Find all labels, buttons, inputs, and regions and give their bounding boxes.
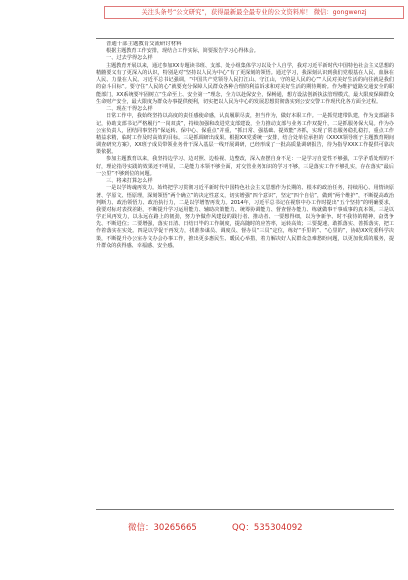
section-paragraph: 参加主题教育以来，我坚持边学习、边对照、边检视、边整改，深入查摆自身不足：一是学习自觉性不够强，工学矛盾处理的不好，理论指导实践的效果还不明显，二是能力本领不够全面，对交管业务知识的学习不够，三是落实工作不够扎实，存在落实“最后一公里”不够到位的问题。 [96,156,394,177]
footer-qq: QQ：535304092 [232,523,303,533]
section-paragraph: 主题教育开展以来，通过参加XX专题读书班、支部、处小组集体学习以及个人自学，我对习近平新时代中国特色社会主义思想的精髓要义有了更深入的认识，特别是对“坚持以人民为中心”有了更深刻的领悟。通过学习，我深刻认识到我们党根基在人民、血脉在人民、力量在人民。习近平总书记强调，“中国共产党领导人民打江山、守江山，守的是人民的心”“人民对美好生活的向往就是我们的奋斗目标”。要守住“人民的心”就要充分保障人民群众各种合理的利益诉求和对美好生活的期待期盼。作为维护道路交通安全的职能部门，XX系统要牢固树立“生命至上、安全第一”理念，全力以赴保安全，保畅通，想方设法创新执法管理模式，最大限度保障群众生命财产安全，最大限度为群众办事提供便利，切实把以人民为中心的发展思想贯彻落实到公安交警工作现代化各方面全过程。 [96,62,394,105]
section-heading: 二、现在干得怎么样 [106,105,153,112]
document-intro: 根据主题教育工作安排，现结合工作实际，简要报告学习心得体会。 [106,48,259,55]
section-paragraph: 日常工作中，我始终坚持以高度的责任感使命感，认真履职尽责，担当作为，做好本职工作。一是抓党建带队建，作为支部副书记，协助支部书记严格履行“一岗双责”，持续加强和改进党支部建设，全力推动支部与业务工作双提升，二是抓服务保大局。作为办公室负责人，团结同事坚持“保运转、保中心、保重点”并重，“抓日常、强基础、提效能”齐抓，实现了常态服务稳扎稳打，重点工作精益求精，临时工作及时高效的目标。三是抓调研出成果。根据XX党委统一安排，结合处单位承担的《XXXX领导班子主题教育期间调查研究方案》，XX班子成员带领业务骨干深入基层一线开展调研，已经形成了一批高质量调研报告，待为指导XXX工作提供可靠决策依据。 [96,113,394,156]
top-banner: 关注头条号“公文研究”，获得最新最全最专业的公文资料库！ 微信：gongwenzj [104,6,404,19]
document-title: 普通干部主题教育交流研讨材料 [106,41,182,47]
section-heading: 三、将来打算怎么样 [106,177,153,184]
footer-rule [96,509,394,510]
section-heading: 一、过去学得怎么样 [106,55,153,62]
header-rule [96,38,394,39]
footer-wechat: 微信：30265665 [128,523,197,533]
document-body [96,41,394,503]
section-paragraph: 一是以学铸魂再发力。始终把学习贯彻习近平新时代中国特色社会主义思想作为长期的、根本的政治任务，持续用心、用情读原著、学原文、悟原理，深刻领悟“两个确立”的决定性意义，切实增强“四个意识”，坚定“四个自信”，做到“两个维护”，不断提高政治判断力、政治领悟力、政治执行力，二是以学增智再发力。2014年，习近平总书记在视察中办工作时提出“五个坚持”的明确要求，我要对标对表找差距，不断提升学习运用能力、辅助决策能力、统筹协调能力、督查督办能力、练就做事干事成事的真本领。三是以学正风再发力，以永远在路上的韧劲，努力争做作风建设的践行者、推动者、一要想得细，以为争新争、时不我待的精神，奋勇争先、不断进位；二要增强，落实日清、日结日毕的工作制度，提高随时的应答率，运转高效；三要提速，敢抓落实、善抓落实，把工作着落实在实处。四是以学促干再发力，找准参谋员、调度员、督办员“三员”定位，练好“手里的”、“心里的”，协助XX党委科学决策，不断提升办公室办文办会办事工作，推出更多惠民生、暖民心举措，着力解决好人民群众急难愁盼问题，以更加优质的服务，提升群众的获得感、幸福感、安全感。 [96,185,394,249]
